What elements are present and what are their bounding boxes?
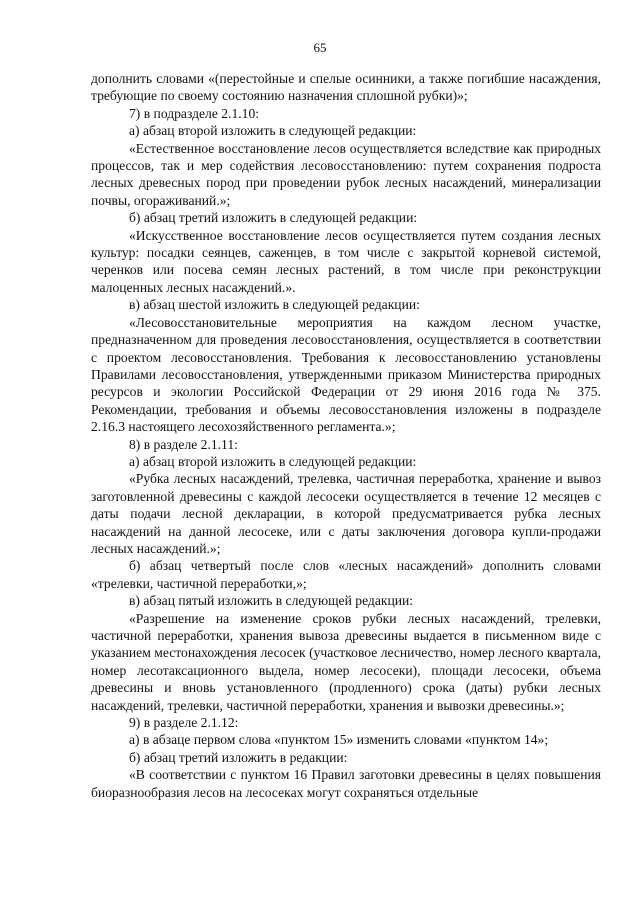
body-paragraph: а) в абзаце первом слова «пунктом 15» изменить словами «пунктом 14»; bbox=[129, 732, 549, 748]
body-paragraph: в) абзац шестой изложить в следующей редакции: bbox=[129, 297, 420, 313]
body-paragraph: б) абзац третий изложить в следующей редакции: bbox=[129, 210, 418, 226]
body-paragraph: «Разрешение на изменение сроков рубки лесных насаждений, трелевки, частичной переработки, хранения вывоза древесины выдается в письменном виде с указанием местонахождения лесосек (участковое лесничество, номер лесного квартала, номер лесотаксационного выдела, номер лесосеки), площади лесосеки, объема древесины и вновь установленного (продленного) срока (даты) рубки лесных насаждений, трелевки, частичной переработки, хранения и вывозки древесины.»; bbox=[91, 610, 601, 713]
document-body bbox=[91, 70, 601, 801]
body-paragraph: «Лесовосстановительные мероприятия на каждом лесном участке, предназначенном для проведения лесовосстановления, осуществляется в соответствии с проектом лесовосстановления. Требования к лесовосстановлению установлены Правилами лесовосстановления, утвержденными приказом Министерства природных ресурсов и экологии Российской Федерации от 29 июня 2016 года № 375. Рекомендации, требования и объемы лесовосстановления изложены в подразделе 2.16.3 настоящего лесохозяйственного регламента.»; bbox=[91, 314, 601, 435]
body-paragraph: дополнить словами «(перестойные и спелые осинники, а также погибшие насаждения, требующие по своему состоянию назначения сплошной рубки)»; bbox=[91, 71, 601, 104]
body-paragraph: б) абзац третий изложить в редакции: bbox=[129, 749, 348, 765]
body-paragraph: 7) в подразделе 2.1.10: bbox=[129, 105, 260, 121]
body-paragraph: 9) в разделе 2.1.12: bbox=[129, 715, 239, 731]
body-paragraph: «Естественное восстановление лесов осуществляется вследствие как природных процессов, так и мер содействия лесовосстановлению: путем сохранения подроста лесных древесных пород при проведении рубок лесных насаждений, минерализации почвы, огораживаний.»; bbox=[91, 140, 601, 208]
body-paragraph: в) абзац пятый изложить в следующей редакции: bbox=[129, 593, 414, 609]
body-paragraph: а) абзац второй изложить в следующей редакции: bbox=[129, 123, 417, 139]
page-number: 65 bbox=[313, 40, 327, 55]
body-paragraph: «Рубка лесных насаждений, трелевка, частичная переработка, хранение и вывоз заготовленной древесины с каждой лесосеки осуществляется в течение 12 месяцев с даты подачи лесной декларации, в которой предусматривается рубка лесных насаждений на данной лесосеке, или с даты заключения договора купли-продажи лесных насаждений.»; bbox=[91, 471, 601, 556]
body-paragraph: «В соответствии с пунктом 16 Правил заготовки древесины в целях повышения биоразнообразия лесов на лесосеках могут сохраняться отдельные bbox=[91, 767, 601, 800]
body-paragraph: 8) в разделе 2.1.11: bbox=[129, 436, 238, 452]
body-paragraph: б) абзац четвертый после слов «лесных насаждений» дополнить словами «трелевки, частичной переработки,»; bbox=[91, 558, 601, 591]
body-paragraph: «Искусственное восстановление лесов осуществляется путем создания лесных культур: посадки сеянцев, саженцев, в том числе с закрытой корневой системой, черенков или посева семян лесных растений, в том числе при реконструкции малоценных лесных насаждений.». bbox=[91, 227, 601, 295]
body-paragraph: а) абзац второй изложить в следующей редакции: bbox=[129, 453, 417, 469]
